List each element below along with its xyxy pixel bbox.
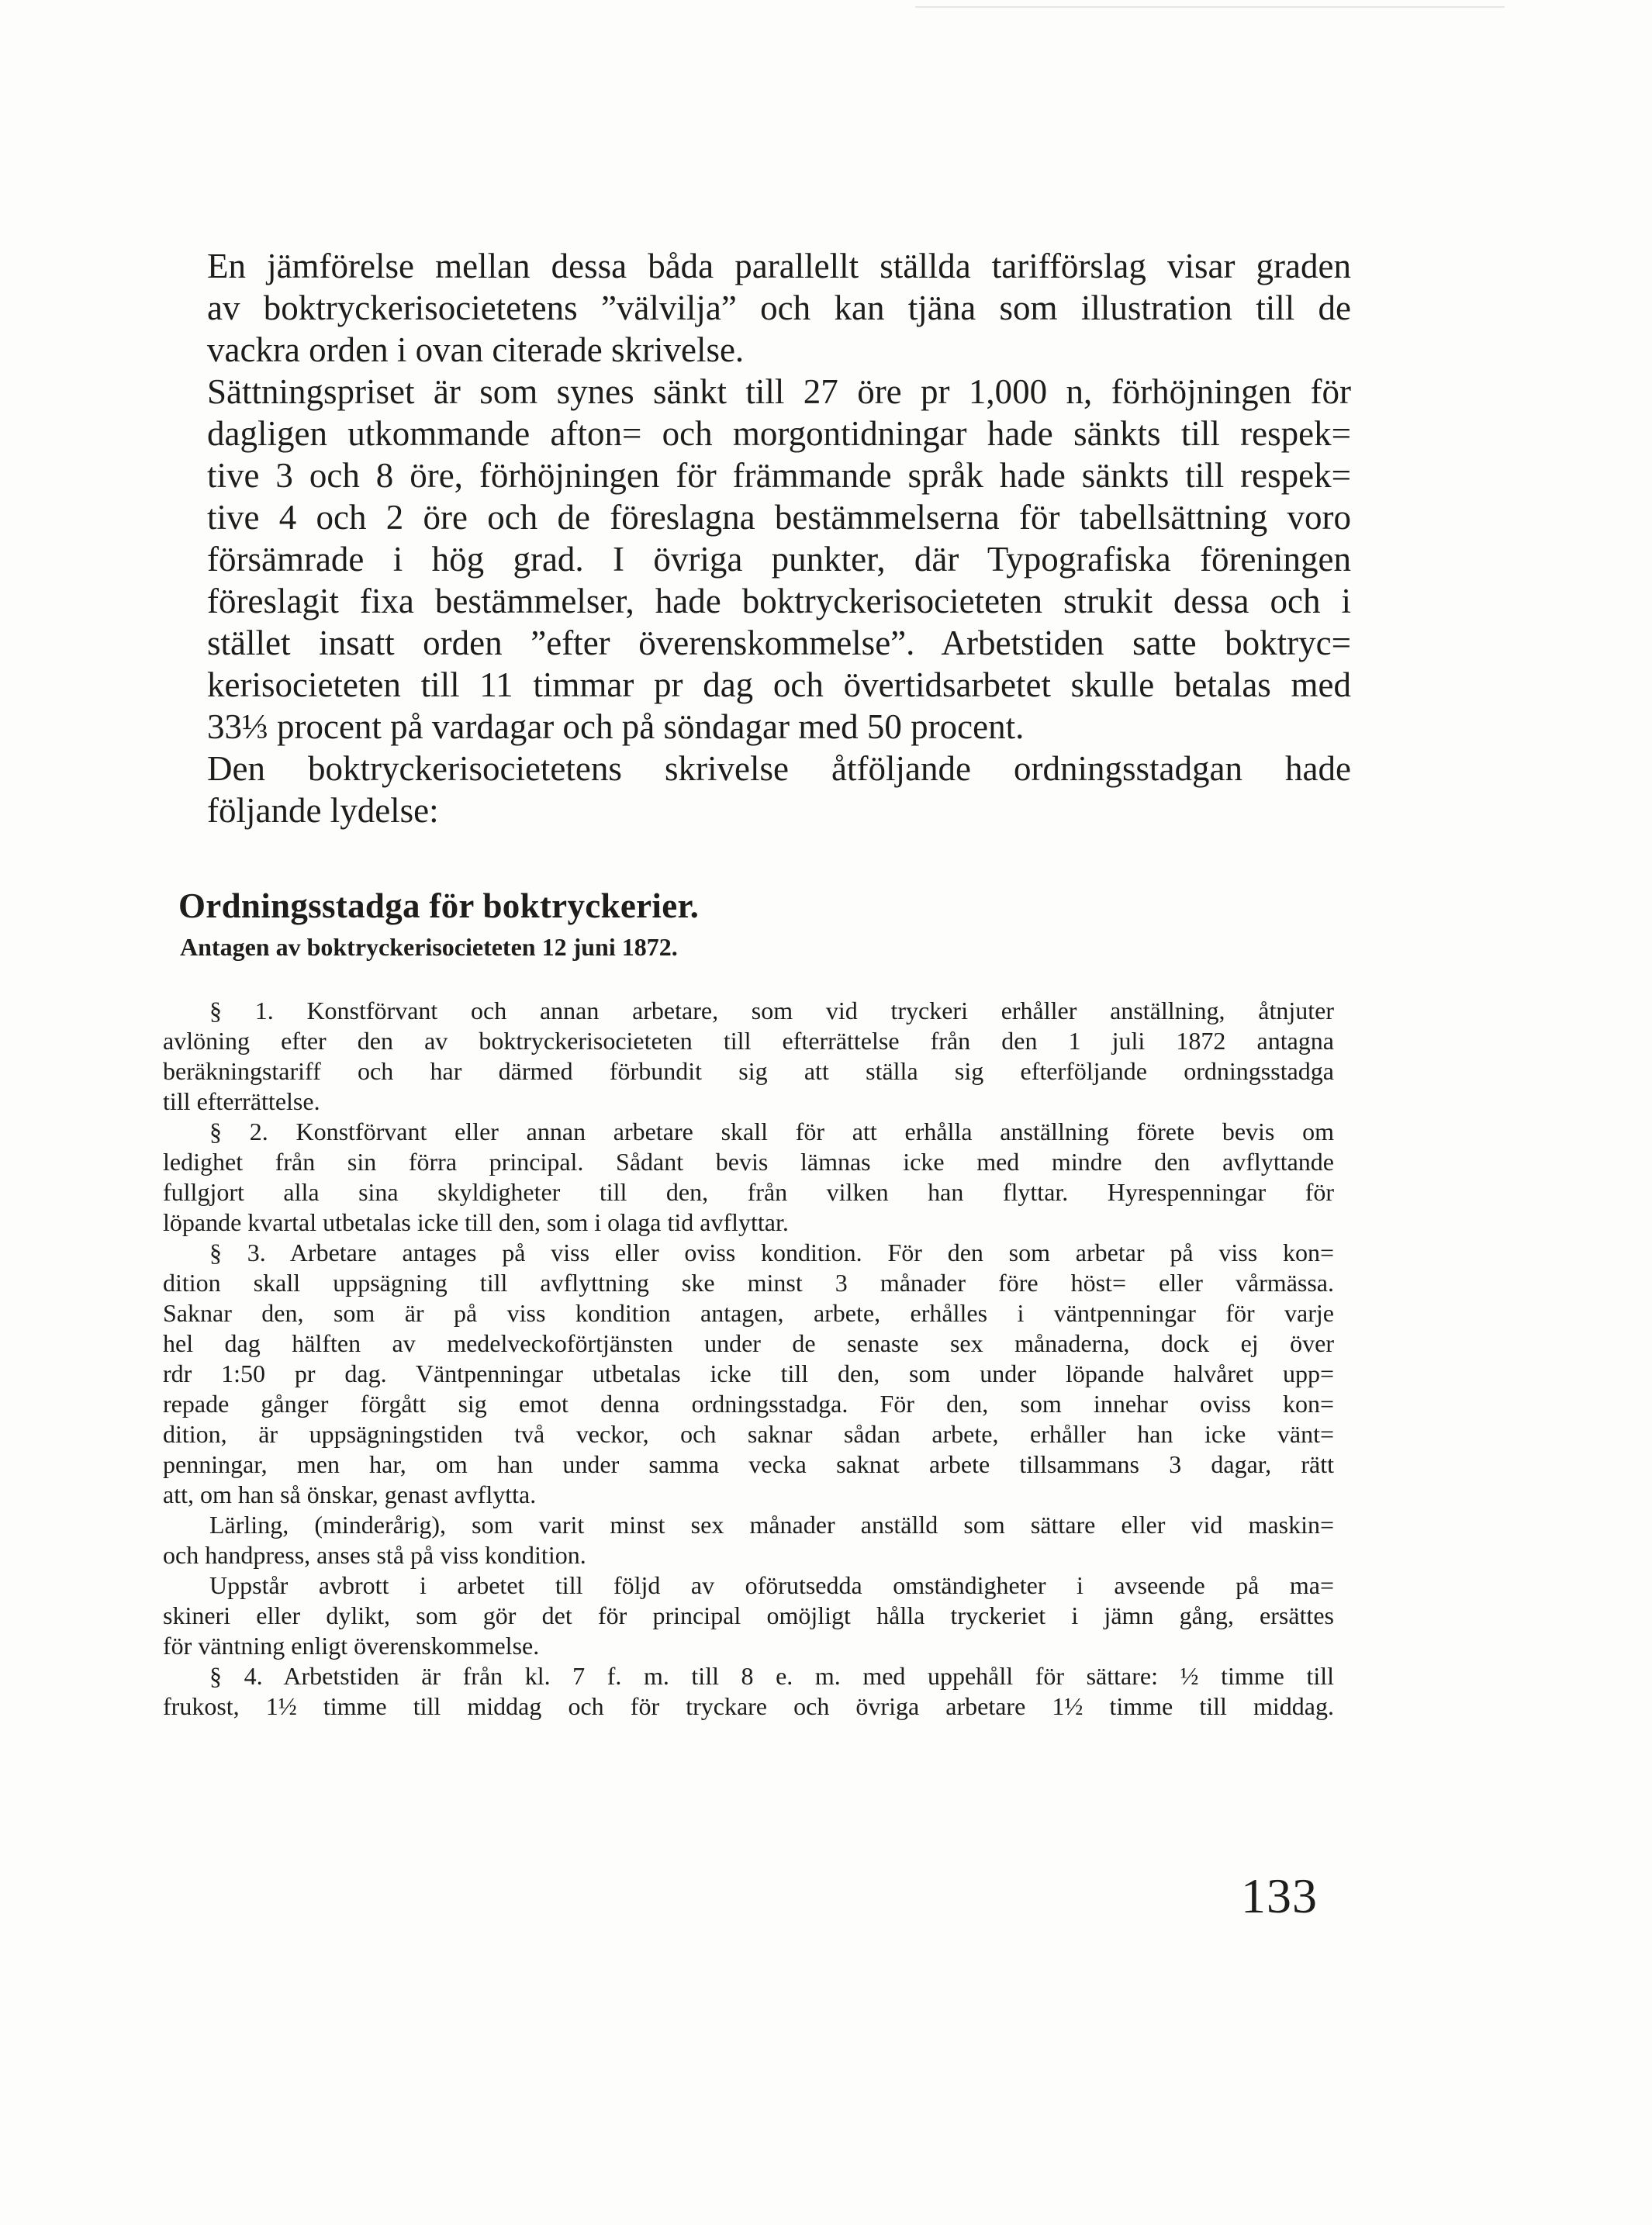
text-line: dition skall uppsägning till avflyttning ske minst 3 månader före höst= eller vårmässa. xyxy=(163,1269,1334,1297)
text-line: ledighet från sin förra principal. Sådant bevis lämnas icke med mindre den avflyttande xyxy=(163,1148,1334,1176)
apprentice-paragraph xyxy=(163,1510,1334,1570)
text-line: penningar, men har, om han under samma vecka saknat arbete tillsammans 3 dagar, rätt xyxy=(163,1450,1334,1478)
text-line: Sättningspriset är som synes sänkt till 27 öre pr 1,000 n, förhöjningen för xyxy=(207,372,1351,411)
text-line: hel dag hälften av medelveckoförtjänsten under de senaste sex månaderna, dock ej över xyxy=(163,1329,1334,1357)
text-line: löpande kvartal utbetalas icke till den, som i olaga tid avflyttar. xyxy=(163,1208,789,1236)
text-line: Lärling, (minderårig), som varit minst sex månader anställd som sättare eller vid maskin= xyxy=(209,1511,1334,1539)
document-subheading: Antagen av boktryckerisocieteten 12 juni 1872. xyxy=(180,933,678,961)
text-line: försämrade i hög grad. I övriga punkter, där Typografiska föreningen xyxy=(207,540,1351,579)
text-line: Uppstår avbrott i arbetet till följd av oförutsedda omständigheter i avseende på ma= xyxy=(209,1571,1334,1599)
text-line: repade gånger förgått sig emot denna ordningsstadga. För den, som innehar oviss kon= xyxy=(163,1390,1334,1418)
text-line: föreslagit fixa bestämmelser, hade boktryckerisocieteten strukit dessa och i xyxy=(207,582,1351,620)
interruption-paragraph xyxy=(163,1570,1334,1661)
text-line: fullgjort alla sina skyldigheter till den, från vilken han flyttar. Hyrespenningar för xyxy=(163,1178,1334,1206)
text-line: tive 3 och 8 öre, förhöjningen för främmande språk hade sänkts till respek= xyxy=(207,456,1351,495)
text-line: av boktryckerisocietetens ”välvilja” och kan tjäna som illustration till de xyxy=(207,288,1351,327)
text-line: § 4. Arbetstiden är från kl. 7 f. m. till 8 e. m. med uppehåll för sättare: ½ timme till xyxy=(209,1662,1334,1690)
text-line: skineri eller dylikt, som gör det för principal omöjligt hålla tryckeriet i jämn gång, ersättes xyxy=(163,1601,1334,1629)
text-line: stället insatt orden ”efter överenskommelse”. Arbetstiden satte boktryc= xyxy=(207,624,1351,662)
text-line: Den boktryckerisocietetens skrivelse åtföljande ordningsstadgan hade xyxy=(207,749,1351,788)
text-line: 33⅓ procent på vardagar och på söndagar med 50 procent. xyxy=(207,707,1025,746)
text-line: vackra orden i ovan citerade skrivelse. xyxy=(207,330,745,369)
text-line: Saknar den, som är på viss kondition antagen, arbete, erhålles i väntpenningar för varje xyxy=(163,1299,1334,1327)
text-line: dagligen utkommande afton= och morgontidningar hade sänkts till respek= xyxy=(207,414,1351,453)
text-line: för väntning enligt överenskommelse. xyxy=(163,1632,540,1660)
text-line: En jämförelse mellan dessa båda parallellt ställda tarifförslag visar graden xyxy=(207,247,1351,285)
text-line: beräkningstariff och har därmed förbundit sig att ställa sig efterföljande ordningsstadga xyxy=(163,1057,1334,1085)
top-edge-rule xyxy=(915,6,1505,8)
section-4 xyxy=(163,1661,1334,1722)
section-1 xyxy=(163,996,1334,1117)
text-line: § 2. Konstförvant eller annan arbetare skall för att erhålla anställning förete bevis om xyxy=(209,1118,1334,1145)
intro-paragraph-2 xyxy=(207,371,1351,748)
page-number: 133 xyxy=(1241,1868,1318,1923)
intro-text xyxy=(207,245,1351,831)
intro-paragraph-1 xyxy=(207,245,1351,371)
text-line: kerisocieteten till 11 timmar pr dag och övertidsarbetet skulle betalas med xyxy=(207,665,1351,704)
text-line: och handpress, anses stå på viss kondition. xyxy=(163,1541,586,1569)
text-line: § 1. Konstförvant och annan arbetare, som vid tryckeri erhåller anställning, åtnjuter xyxy=(209,997,1334,1024)
text-line: frukost, 1½ timme till middag och för tryckare och övriga arbetare 1½ timme till middag. xyxy=(163,1692,1334,1720)
text-line: till efterrättelse. xyxy=(163,1087,320,1115)
document-heading: Ordningsstadga för boktryckerier. xyxy=(178,886,700,925)
text-line: avlöning efter den av boktryckerisocieteten till efterrättelse från den 1 juli 1872 antagna xyxy=(163,1027,1334,1055)
text-line: att, om han så önskar, genast avflytta. xyxy=(163,1480,537,1508)
text-line: dition, är uppsägningstiden två veckor, och saknar sådan arbete, erhåller han icke vänt= xyxy=(163,1420,1334,1448)
ordinance-text xyxy=(163,996,1334,1722)
text-line: tive 4 och 2 öre och de föreslagna bestämmelserna för tabellsättning voro xyxy=(207,498,1351,537)
section-3 xyxy=(163,1238,1334,1510)
section-2 xyxy=(163,1117,1334,1238)
text-line: rdr 1:50 pr dag. Väntpenningar utbetalas icke till den, som under löpande halvåret upp= xyxy=(163,1360,1334,1387)
text-line: följande lydelse: xyxy=(207,791,439,830)
intro-paragraph-3 xyxy=(207,748,1351,831)
text-line: § 3. Arbetare antages på viss eller oviss kondition. För den som arbetar på viss kon= xyxy=(209,1239,1334,1266)
